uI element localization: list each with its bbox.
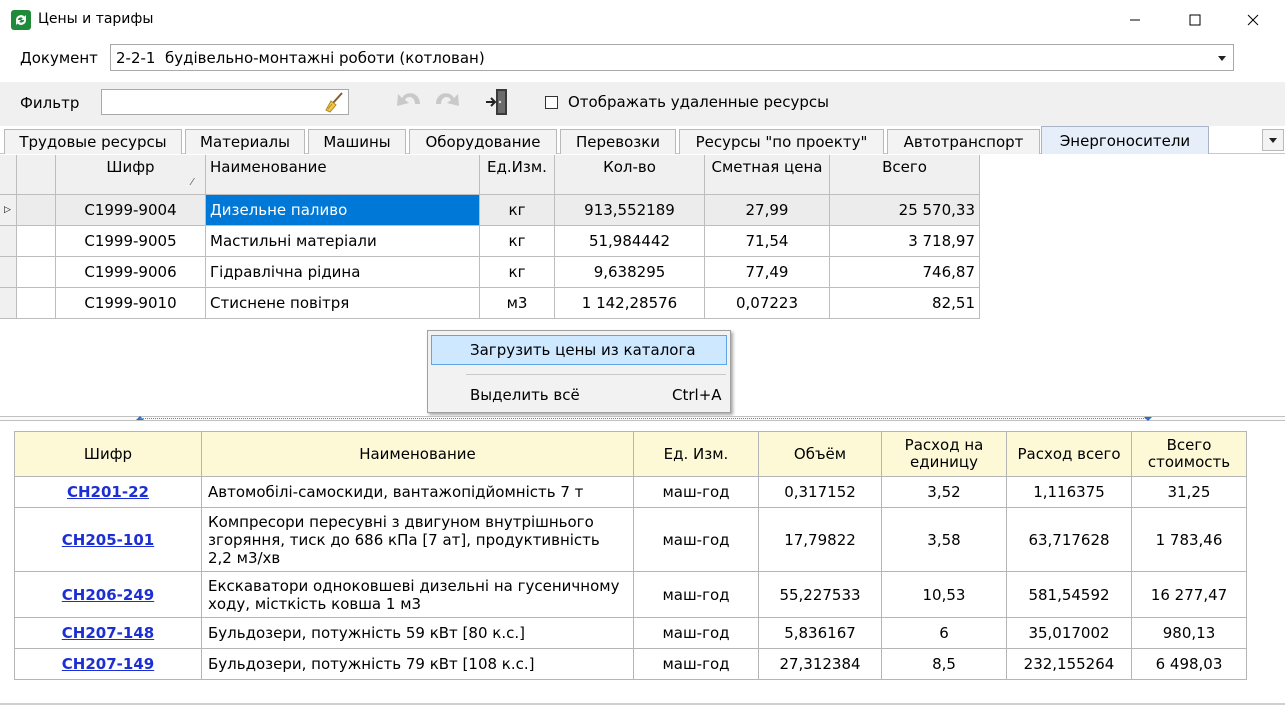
cell-code[interactable]: C1999-9006	[56, 257, 206, 288]
context-menu-item-select-all[interactable]: Выделить всё	[470, 386, 580, 404]
energy-grid	[0, 155, 981, 320]
row-selector[interactable]	[17, 226, 56, 257]
cell-price[interactable]: 77,49	[705, 257, 830, 288]
redo-button[interactable]	[430, 86, 464, 116]
cell-total-use: 63,717628	[1007, 508, 1132, 572]
undo-icon	[392, 86, 426, 116]
cell-qty[interactable]: 913,552189	[555, 195, 705, 226]
cell-name[interactable]: Дизельне паливо	[206, 195, 480, 226]
cell-volume: 17,79822	[759, 508, 882, 572]
cell-code	[15, 508, 202, 572]
column-header-total-use[interactable]: Расход всего	[1007, 432, 1132, 477]
table-row	[15, 649, 1247, 680]
broom-icon	[322, 90, 346, 114]
cell-cost: 31,25	[1132, 477, 1247, 508]
maximize-icon	[1189, 14, 1201, 26]
cell-rate: 6	[882, 618, 1007, 649]
show-deleted-checkbox[interactable]	[545, 96, 558, 109]
chevron-down-icon	[1218, 56, 1226, 61]
column-header-name[interactable]: Наименование	[202, 432, 634, 477]
cell-rate: 3,52	[882, 477, 1007, 508]
redo-icon	[430, 86, 464, 116]
code-link[interactable]: CH207-149	[61, 655, 155, 673]
context-menu-item-label[interactable]: Загрузить цены из каталога	[470, 341, 696, 359]
window-title: Цены и тарифы	[38, 11, 154, 27]
cell-name: Екскаватори одноковшеві дизельні на гусеничному ходу, місткість ковша 1 м3	[202, 572, 634, 618]
splitter-down-icon	[1144, 417, 1152, 421]
cell-total-use: 232,155264	[1007, 649, 1132, 680]
row-selector[interactable]	[17, 288, 56, 319]
splitter-handle[interactable]	[0, 416, 1285, 421]
clear-filter-button[interactable]	[322, 90, 346, 114]
cell-price[interactable]: 27,99	[705, 195, 830, 226]
cell-total-use: 1,116375	[1007, 477, 1132, 508]
resource-usage-table	[14, 431, 1247, 680]
cell-qty[interactable]: 9,638295	[555, 257, 705, 288]
tab-vehicles[interactable]: Автотранспорт	[887, 129, 1040, 154]
column-header-label: Шифр	[106, 158, 155, 176]
document-select[interactable]	[110, 44, 1234, 71]
show-deleted-label[interactable]: Отображать удаленные ресурсы	[568, 93, 829, 111]
cell-name: Компресори пересувні з двигуном внутрішнього згоряння, тиск до 686 кПа [7 ат], продуктивність 2,2 м3/хв	[202, 508, 634, 572]
cell-cost: 1 783,46	[1132, 508, 1247, 572]
cell-volume: 55,227533	[759, 572, 882, 618]
code-link[interactable]: CH206-249	[61, 585, 155, 604]
context-menu	[427, 330, 731, 413]
row-indicator[interactable]	[0, 226, 17, 257]
cell-total[interactable]: 746,87	[830, 257, 980, 288]
table-row	[15, 618, 1247, 649]
exit-door-icon	[484, 86, 510, 118]
cell-total[interactable]: 82,51	[830, 288, 980, 319]
close-icon	[1247, 14, 1259, 26]
exit-button[interactable]	[484, 86, 510, 118]
cell-rate: 3,58	[882, 508, 1007, 572]
table-row	[15, 572, 1247, 618]
tab-equipment[interactable]: Оборудование	[409, 129, 557, 154]
column-header-code[interactable]	[56, 155, 206, 195]
cell-name: Бульдозери, потужність 59 кВт [80 к.с.]	[202, 618, 634, 649]
code-link[interactable]: CH205-101	[61, 530, 155, 549]
column-header-unit[interactable]: Ед. Изм.	[634, 432, 759, 477]
cell-name[interactable]: Стиснене повітря	[206, 288, 480, 319]
table-row	[15, 508, 1247, 572]
cell-code	[15, 618, 202, 649]
row-indicator-header	[0, 155, 17, 195]
cell-unit[interactable]: кг	[480, 226, 555, 257]
table-header-row	[15, 432, 1247, 477]
tab-project-resources[interactable]: Ресурсы "по проекту"	[679, 129, 884, 154]
column-header-volume[interactable]: Объём	[759, 432, 882, 477]
cell-name: Бульдозери, потужність 79 кВт [108 к.с.]	[202, 649, 634, 680]
cell-total-use: 581,54592	[1007, 572, 1132, 618]
sort-icon: ⁄	[191, 177, 193, 188]
splitter-dots	[140, 418, 1150, 419]
cell-code[interactable]: C1999-9004	[56, 195, 206, 226]
row-selector[interactable]	[17, 195, 56, 226]
title-bar	[0, 0, 1285, 40]
column-header-qty[interactable]: Кол-во	[555, 155, 705, 195]
tab-materials[interactable]: Материалы	[185, 129, 305, 154]
cell-name[interactable]: Гідравлічна рідина	[206, 257, 480, 288]
column-header-code[interactable]: Шифр	[15, 432, 202, 477]
column-header-unit[interactable]: Ед.Изм.	[480, 155, 555, 195]
cell-code	[15, 649, 202, 680]
cell-unit[interactable]: кг	[480, 257, 555, 288]
cell-volume: 27,312384	[759, 649, 882, 680]
row-indicator[interactable]	[0, 257, 17, 288]
cell-cost: 16 277,47	[1132, 572, 1247, 618]
tab-labor[interactable]: Трудовые ресурсы	[4, 129, 182, 154]
code-link[interactable]: CH207-148	[61, 624, 155, 642]
cell-total[interactable]: 3 718,97	[830, 226, 980, 257]
blank-header	[17, 155, 56, 195]
cell-code[interactable]: C1999-9005	[56, 226, 206, 257]
context-menu-separator	[466, 374, 726, 375]
table-row	[15, 477, 1247, 508]
cell-unit: маш-год	[634, 649, 759, 680]
cell-qty[interactable]: 1 142,28576	[555, 288, 705, 319]
cell-volume: 0,317152	[759, 477, 882, 508]
document-value: 2-2-1 будівельно-монтажні роботи (котлован)	[116, 49, 485, 67]
cell-cost: 980,13	[1132, 618, 1247, 649]
row-pointer-icon: ▷	[4, 205, 11, 215]
cell-unit: маш-год	[634, 508, 759, 572]
filter-label: Фильтр	[20, 94, 80, 112]
tab-scroll-button[interactable]	[1262, 129, 1284, 151]
minimize-button[interactable]	[1113, 4, 1157, 36]
tab-machines[interactable]: Машины	[308, 129, 406, 154]
undo-button[interactable]	[392, 86, 426, 116]
column-header-cost[interactable]: Всего стоимость	[1132, 432, 1247, 477]
cell-code[interactable]: C1999-9010	[56, 288, 206, 319]
maximize-button[interactable]	[1173, 4, 1217, 36]
filter-input[interactable]	[101, 89, 349, 115]
row-selector[interactable]	[17, 257, 56, 288]
cell-rate: 10,53	[882, 572, 1007, 618]
app-icon	[11, 10, 31, 30]
row-indicator[interactable]	[0, 288, 17, 319]
cell-unit: маш-год	[634, 572, 759, 618]
close-button[interactable]	[1231, 4, 1275, 36]
column-header-total[interactable]: Всего	[830, 155, 980, 195]
tab-energy[interactable]: Энергоносители	[1041, 126, 1209, 154]
minimize-icon	[1129, 14, 1141, 26]
cell-rate: 8,5	[882, 649, 1007, 680]
cell-unit: маш-год	[634, 477, 759, 508]
code-link[interactable]: CH201-22	[67, 483, 149, 501]
tab-transport[interactable]: Перевозки	[560, 129, 676, 154]
cell-code	[15, 477, 202, 508]
document-label: Документ	[20, 49, 98, 67]
cell-unit[interactable]: кг	[480, 195, 555, 226]
context-menu-shortcut: Ctrl+A	[672, 386, 722, 404]
column-header-rate[interactable]: Расход на единицу	[882, 432, 1007, 477]
cell-price[interactable]: 71,54	[705, 226, 830, 257]
cell-total[interactable]: 25 570,33	[830, 195, 980, 226]
cell-code	[15, 572, 202, 618]
cell-qty[interactable]: 51,984442	[555, 226, 705, 257]
cell-cost: 6 498,03	[1132, 649, 1247, 680]
cell-unit: маш-год	[634, 618, 759, 649]
cell-price[interactable]: 0,07223	[705, 288, 830, 319]
cell-unit[interactable]: м3	[480, 288, 555, 319]
row-indicator[interactable]	[0, 195, 17, 226]
cell-volume: 5,836167	[759, 618, 882, 649]
cell-name: Автомобілі-самоскиди, вантажопідйомність 7 т	[202, 477, 634, 508]
column-header-price[interactable]: Сметная цена	[705, 155, 830, 195]
cell-total-use: 35,017002	[1007, 618, 1132, 649]
column-header-name[interactable]: Наименование	[206, 155, 480, 195]
cell-name[interactable]: Мастильні матеріали	[206, 226, 480, 257]
